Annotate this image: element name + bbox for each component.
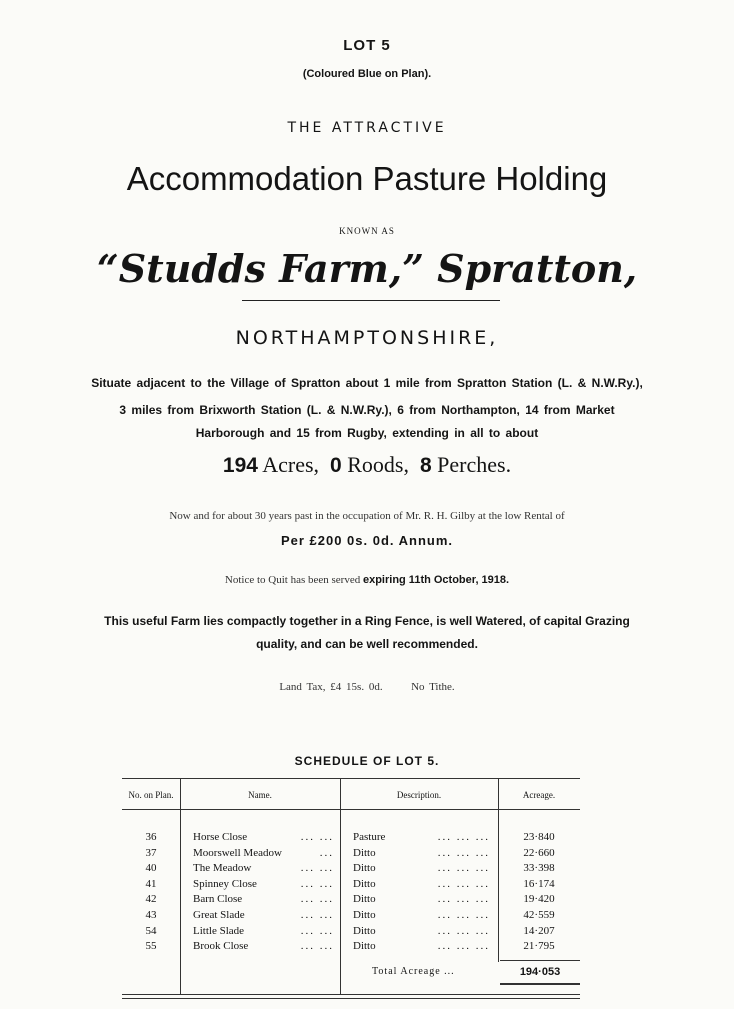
row-description: Ditto xyxy=(353,909,376,921)
situation-line-2: 3 miles from Brixworth Station (L. & N.W.Ry.), 6 from Northampton, 14 from Market xyxy=(119,403,615,417)
row-description: Ditto xyxy=(353,925,376,937)
rental-amount: Per £200 0s. 0d. Annum. xyxy=(280,533,454,548)
occupation-note: Now and for about 30 years past in the occupation of Mr. R. H. Gilby at the low Rental of xyxy=(169,510,565,522)
known-as-label: KNOWN AS xyxy=(339,226,395,236)
total-acreage-label: Total Acreage ... xyxy=(372,966,455,977)
row-acreage: 23·840 xyxy=(523,831,555,843)
row-acreage: 42·559 xyxy=(523,909,555,921)
description-line-1: This useful Farm lies compactly together in a Ring Fence, is well Watered, of capital Grazing xyxy=(104,614,630,628)
col-divider-2 xyxy=(340,778,341,994)
row-description: Pasture xyxy=(353,831,386,843)
row-plan-number: 41 xyxy=(145,878,157,890)
land-tax: Land Tax, £4 15s. 0d. xyxy=(279,681,383,693)
table-bottom-rule xyxy=(122,994,580,995)
row-plan-number: 37 xyxy=(145,847,157,859)
roods-label: Roods, xyxy=(347,452,409,477)
table-header-rule xyxy=(122,809,580,810)
roods-number: 0 xyxy=(330,454,342,477)
row-name-dots: ... ... xyxy=(300,878,334,890)
lot-heading: LOT 5 xyxy=(343,37,391,54)
row-field-name: The Meadow xyxy=(193,862,252,874)
schedule-title: SCHEDULE OF LOT 5. xyxy=(294,754,440,768)
row-field-name: Spinney Close xyxy=(193,878,257,890)
col-header-description: Description. xyxy=(396,790,442,800)
situation-line-1: Situate adjacent to the Village of Spratton about 1 mile from Spratton Station (L. & N.W.Ry.), xyxy=(91,376,643,390)
row-description: Ditto xyxy=(353,847,376,859)
row-plan-number: 43 xyxy=(145,909,157,921)
row-name-dots: ... ... xyxy=(300,925,334,937)
row-description-dots: ... ... ... xyxy=(437,831,490,843)
holding-title: Accommodation Pasture Holding xyxy=(126,160,608,197)
farm-name: “Studds Farm,” Spratton, xyxy=(96,246,638,291)
row-name-dots: ... xyxy=(319,847,334,859)
row-field-name: Brook Close xyxy=(193,940,249,952)
col-divider-1 xyxy=(180,778,181,994)
area-summary xyxy=(0,452,734,478)
row-acreage: 14·207 xyxy=(523,925,555,937)
perches-label: Perches. xyxy=(437,452,512,477)
row-description: Ditto xyxy=(353,893,376,905)
row-description-dots: ... ... ... xyxy=(437,847,490,859)
row-acreage: 22·660 xyxy=(523,847,555,859)
row-plan-number: 55 xyxy=(145,940,157,952)
table-top-rule xyxy=(122,778,580,779)
row-description-dots: ... ... ... xyxy=(437,909,490,921)
row-plan-number: 54 xyxy=(145,925,157,937)
row-name-dots: ... ... xyxy=(300,831,334,843)
row-acreage: 19·420 xyxy=(523,893,555,905)
row-name-dots: ... ... xyxy=(300,862,334,874)
row-name-dots: ... ... xyxy=(300,893,334,905)
situation-line-3: Harborough and 15 from Rugby, extending in all to about xyxy=(195,426,539,440)
row-description: Ditto xyxy=(353,862,376,874)
tithe: No Tithe. xyxy=(411,681,455,693)
tax-line xyxy=(0,681,734,693)
table-bottom-rule-double xyxy=(122,998,580,999)
county-heading: NORTHAMPTONSHIRE, xyxy=(235,327,499,349)
row-plan-number: 36 xyxy=(145,831,157,843)
total-acreage-value: 194·053 xyxy=(519,966,561,978)
row-description: Ditto xyxy=(353,940,376,952)
row-acreage: 33·398 xyxy=(523,862,555,874)
total-rule-top xyxy=(500,960,580,961)
plan-colour-note: (Coloured Blue on Plan). xyxy=(302,68,432,80)
row-name-dots: ... ... xyxy=(300,909,334,921)
acres-label: Acres, xyxy=(262,452,320,477)
row-field-name: Great Slade xyxy=(193,909,245,921)
col-header-name: Name. xyxy=(248,790,272,800)
perches-number: 8 xyxy=(419,454,432,477)
notice-date: expiring 11th October, 1918. xyxy=(362,574,510,586)
col-header-no: No. on Plan. xyxy=(128,790,174,800)
total-rule-bottom xyxy=(500,983,580,985)
title-divider xyxy=(242,300,500,301)
row-description-dots: ... ... ... xyxy=(437,878,490,890)
notice-to-quit xyxy=(0,574,734,586)
notice-prefix: Notice to Quit has been served xyxy=(224,574,361,586)
row-acreage: 16·174 xyxy=(523,878,555,890)
row-field-name: Barn Close xyxy=(193,893,243,905)
row-field-name: Moorswell Meadow xyxy=(193,847,282,859)
row-acreage: 21·795 xyxy=(523,940,555,952)
row-plan-number: 40 xyxy=(145,862,157,874)
attractive-subheading: THE ATTRACTIVE xyxy=(287,120,447,136)
row-name-dots: ... ... xyxy=(300,940,334,952)
acres-number: 194 xyxy=(222,454,258,477)
row-field-name: Horse Close xyxy=(193,831,248,843)
row-description: Ditto xyxy=(353,878,376,890)
row-description-dots: ... ... ... xyxy=(437,925,490,937)
row-description-dots: ... ... ... xyxy=(437,862,490,874)
row-description-dots: ... ... ... xyxy=(437,940,490,952)
col-header-acreage: Acreage. xyxy=(522,790,556,800)
row-description-dots: ... ... ... xyxy=(437,893,490,905)
row-plan-number: 42 xyxy=(145,893,157,905)
description-line-2: quality, and can be well recommended. xyxy=(256,637,478,651)
row-field-name: Little Slade xyxy=(193,925,245,937)
